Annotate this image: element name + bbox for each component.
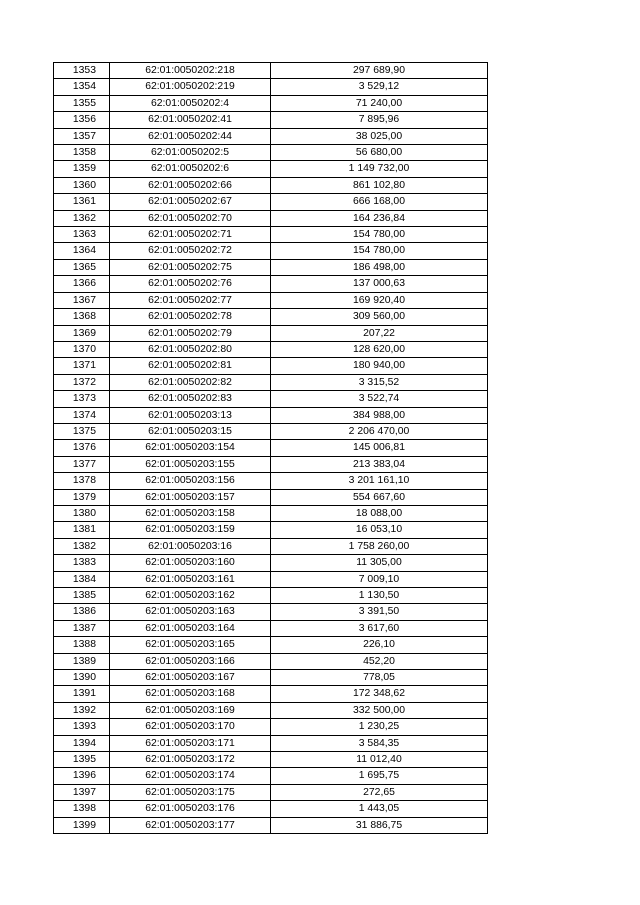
cadastral-number-cell: 62:01:0050202:76 [110, 276, 271, 292]
cadastral-number-cell: 62:01:0050202:219 [110, 79, 271, 95]
value-cell: 31 886,75 [271, 817, 488, 833]
table-row [54, 79, 488, 95]
table-row [54, 95, 488, 111]
cadastral-number-cell: 62:01:0050203:168 [110, 686, 271, 702]
cadastral-number-cell: 62:01:0050203:177 [110, 817, 271, 833]
table-row [54, 243, 488, 259]
cadastral-number-cell: 62:01:0050202:82 [110, 374, 271, 390]
table-row [54, 489, 488, 505]
table-row [54, 637, 488, 653]
cadastral-number-cell: 62:01:0050202:72 [110, 243, 271, 259]
cadastral-number-cell: 62:01:0050203:174 [110, 768, 271, 784]
row-number-cell: 1369 [54, 325, 110, 341]
table-row [54, 194, 488, 210]
cadastral-number-cell: 62:01:0050203:13 [110, 407, 271, 423]
cadastral-number-cell: 62:01:0050203:165 [110, 637, 271, 653]
row-number-cell: 1381 [54, 522, 110, 538]
value-cell: 554 667,60 [271, 489, 488, 505]
table-row [54, 440, 488, 456]
value-cell: 1 130,50 [271, 588, 488, 604]
value-cell: 128 620,00 [271, 341, 488, 357]
table-row [54, 505, 488, 521]
row-number-cell: 1357 [54, 128, 110, 144]
table-row [54, 784, 488, 800]
value-cell: 56 680,00 [271, 145, 488, 161]
cadastral-number-cell: 62:01:0050203:158 [110, 505, 271, 521]
value-cell: 861 102,80 [271, 177, 488, 193]
row-number-cell: 1394 [54, 735, 110, 751]
value-cell: 3 617,60 [271, 620, 488, 636]
value-cell: 3 584,35 [271, 735, 488, 751]
cadastral-number-cell: 62:01:0050202:4 [110, 95, 271, 111]
row-number-cell: 1399 [54, 817, 110, 833]
cadastral-number-cell: 62:01:0050203:172 [110, 752, 271, 768]
table-row [54, 620, 488, 636]
value-cell: 207,22 [271, 325, 488, 341]
value-cell: 154 780,00 [271, 227, 488, 243]
cadastral-number-cell: 62:01:0050203:162 [110, 588, 271, 604]
cadastral-number-cell: 62:01:0050203:159 [110, 522, 271, 538]
table-row [54, 702, 488, 718]
row-number-cell: 1354 [54, 79, 110, 95]
value-cell: 3 201 161,10 [271, 473, 488, 489]
row-number-cell: 1384 [54, 571, 110, 587]
cadastral-number-cell: 62:01:0050203:169 [110, 702, 271, 718]
row-number-cell: 1374 [54, 407, 110, 423]
table-row [54, 768, 488, 784]
row-number-cell: 1398 [54, 801, 110, 817]
cadastral-number-cell: 62:01:0050203:157 [110, 489, 271, 505]
row-number-cell: 1362 [54, 210, 110, 226]
value-cell: 332 500,00 [271, 702, 488, 718]
cadastral-number-cell: 62:01:0050203:160 [110, 555, 271, 571]
row-number-cell: 1377 [54, 456, 110, 472]
value-cell: 1 443,05 [271, 801, 488, 817]
cadastral-number-cell: 62:01:0050202:79 [110, 325, 271, 341]
table-row [54, 817, 488, 833]
table-row [54, 210, 488, 226]
value-cell: 1 695,75 [271, 768, 488, 784]
cadastral-number-cell: 62:01:0050203:171 [110, 735, 271, 751]
row-number-cell: 1396 [54, 768, 110, 784]
table-row [54, 571, 488, 587]
value-cell: 226,10 [271, 637, 488, 653]
table-row [54, 735, 488, 751]
table-row [54, 292, 488, 308]
row-number-cell: 1370 [54, 341, 110, 357]
table-row [54, 473, 488, 489]
value-cell: 7 009,10 [271, 571, 488, 587]
row-number-cell: 1363 [54, 227, 110, 243]
table-row [54, 145, 488, 161]
row-number-cell: 1373 [54, 391, 110, 407]
row-number-cell: 1378 [54, 473, 110, 489]
value-cell: 3 529,12 [271, 79, 488, 95]
table-row [54, 538, 488, 554]
cadastral-number-cell: 62:01:0050203:156 [110, 473, 271, 489]
value-cell: 2 206 470,00 [271, 423, 488, 439]
row-number-cell: 1356 [54, 112, 110, 128]
value-cell: 154 780,00 [271, 243, 488, 259]
table-row [54, 670, 488, 686]
cadastral-number-cell: 62:01:0050202:41 [110, 112, 271, 128]
row-number-cell: 1379 [54, 489, 110, 505]
row-number-cell: 1358 [54, 145, 110, 161]
value-cell: 3 522,74 [271, 391, 488, 407]
cadastral-number-cell: 62:01:0050202:67 [110, 194, 271, 210]
table-row [54, 391, 488, 407]
cadastral-number-cell: 62:01:0050202:75 [110, 259, 271, 275]
cadastral-number-cell: 62:01:0050203:161 [110, 571, 271, 587]
row-number-cell: 1389 [54, 653, 110, 669]
row-number-cell: 1382 [54, 538, 110, 554]
cadastral-number-cell: 62:01:0050203:164 [110, 620, 271, 636]
row-number-cell: 1380 [54, 505, 110, 521]
table-row [54, 374, 488, 390]
cadastral-value-table [53, 62, 488, 834]
table-row [54, 752, 488, 768]
cadastral-number-cell: 62:01:0050203:166 [110, 653, 271, 669]
row-number-cell: 1367 [54, 292, 110, 308]
table-row [54, 555, 488, 571]
value-cell: 1 758 260,00 [271, 538, 488, 554]
row-number-cell: 1366 [54, 276, 110, 292]
table-row [54, 177, 488, 193]
cadastral-number-cell: 62:01:0050202:70 [110, 210, 271, 226]
row-number-cell: 1391 [54, 686, 110, 702]
cadastral-number-cell: 62:01:0050202:80 [110, 341, 271, 357]
value-cell: 1 149 732,00 [271, 161, 488, 177]
row-number-cell: 1393 [54, 719, 110, 735]
value-cell: 137 000,63 [271, 276, 488, 292]
cadastral-number-cell: 62:01:0050202:218 [110, 63, 271, 79]
row-number-cell: 1372 [54, 374, 110, 390]
table-row [54, 161, 488, 177]
table-row [54, 227, 488, 243]
row-number-cell: 1365 [54, 259, 110, 275]
value-cell: 1 230,25 [271, 719, 488, 735]
table-row [54, 276, 488, 292]
value-cell: 164 236,84 [271, 210, 488, 226]
cadastral-number-cell: 62:01:0050203:163 [110, 604, 271, 620]
value-cell: 297 689,90 [271, 63, 488, 79]
value-cell: 3 315,52 [271, 374, 488, 390]
cadastral-number-cell: 62:01:0050202:78 [110, 309, 271, 325]
row-number-cell: 1390 [54, 670, 110, 686]
row-number-cell: 1395 [54, 752, 110, 768]
table-row [54, 423, 488, 439]
row-number-cell: 1355 [54, 95, 110, 111]
value-cell: 172 348,62 [271, 686, 488, 702]
value-cell: 186 498,00 [271, 259, 488, 275]
value-cell: 38 025,00 [271, 128, 488, 144]
value-cell: 16 053,10 [271, 522, 488, 538]
cadastral-number-cell: 62:01:0050203:175 [110, 784, 271, 800]
cadastral-number-cell: 62:01:0050203:170 [110, 719, 271, 735]
value-cell: 180 940,00 [271, 358, 488, 374]
value-cell: 145 006,81 [271, 440, 488, 456]
row-number-cell: 1388 [54, 637, 110, 653]
cadastral-number-cell: 62:01:0050203:15 [110, 423, 271, 439]
table-row [54, 522, 488, 538]
value-cell: 272,65 [271, 784, 488, 800]
table-row [54, 686, 488, 702]
cadastral-number-cell: 62:01:0050202:71 [110, 227, 271, 243]
cadastral-number-cell: 62:01:0050202:83 [110, 391, 271, 407]
table-row [54, 801, 488, 817]
value-cell: 213 383,04 [271, 456, 488, 472]
row-number-cell: 1386 [54, 604, 110, 620]
value-cell: 309 560,00 [271, 309, 488, 325]
row-number-cell: 1353 [54, 63, 110, 79]
value-cell: 11 305,00 [271, 555, 488, 571]
value-cell: 7 895,96 [271, 112, 488, 128]
cadastral-number-cell: 62:01:0050202:44 [110, 128, 271, 144]
table-row [54, 588, 488, 604]
value-cell: 169 920,40 [271, 292, 488, 308]
table-row [54, 309, 488, 325]
table-row [54, 128, 488, 144]
cadastral-number-cell: 62:01:0050203:154 [110, 440, 271, 456]
table-row [54, 719, 488, 735]
table-row [54, 653, 488, 669]
table-row [54, 358, 488, 374]
value-cell: 18 088,00 [271, 505, 488, 521]
table-row [54, 63, 488, 79]
cadastral-number-cell: 62:01:0050203:16 [110, 538, 271, 554]
value-cell: 384 988,00 [271, 407, 488, 423]
table-row [54, 407, 488, 423]
cadastral-number-cell: 62:01:0050203:155 [110, 456, 271, 472]
cadastral-number-cell: 62:01:0050203:176 [110, 801, 271, 817]
row-number-cell: 1375 [54, 423, 110, 439]
row-number-cell: 1385 [54, 588, 110, 604]
cadastral-number-cell: 62:01:0050202:5 [110, 145, 271, 161]
row-number-cell: 1392 [54, 702, 110, 718]
row-number-cell: 1361 [54, 194, 110, 210]
value-cell: 3 391,50 [271, 604, 488, 620]
table-row [54, 325, 488, 341]
row-number-cell: 1359 [54, 161, 110, 177]
value-cell: 666 168,00 [271, 194, 488, 210]
cadastral-number-cell: 62:01:0050203:167 [110, 670, 271, 686]
table-row [54, 456, 488, 472]
table-row [54, 259, 488, 275]
row-number-cell: 1387 [54, 620, 110, 636]
row-number-cell: 1376 [54, 440, 110, 456]
row-number-cell: 1368 [54, 309, 110, 325]
value-cell: 11 012,40 [271, 752, 488, 768]
row-number-cell: 1397 [54, 784, 110, 800]
value-cell: 452,20 [271, 653, 488, 669]
value-cell: 71 240,00 [271, 95, 488, 111]
table-row [54, 341, 488, 357]
cadastral-number-cell: 62:01:0050202:77 [110, 292, 271, 308]
table-row [54, 604, 488, 620]
value-cell: 778,05 [271, 670, 488, 686]
table-body [54, 63, 488, 834]
cadastral-number-cell: 62:01:0050202:81 [110, 358, 271, 374]
table-row [54, 112, 488, 128]
cadastral-number-cell: 62:01:0050202:66 [110, 177, 271, 193]
row-number-cell: 1364 [54, 243, 110, 259]
row-number-cell: 1360 [54, 177, 110, 193]
cadastral-number-cell: 62:01:0050202:6 [110, 161, 271, 177]
row-number-cell: 1383 [54, 555, 110, 571]
row-number-cell: 1371 [54, 358, 110, 374]
